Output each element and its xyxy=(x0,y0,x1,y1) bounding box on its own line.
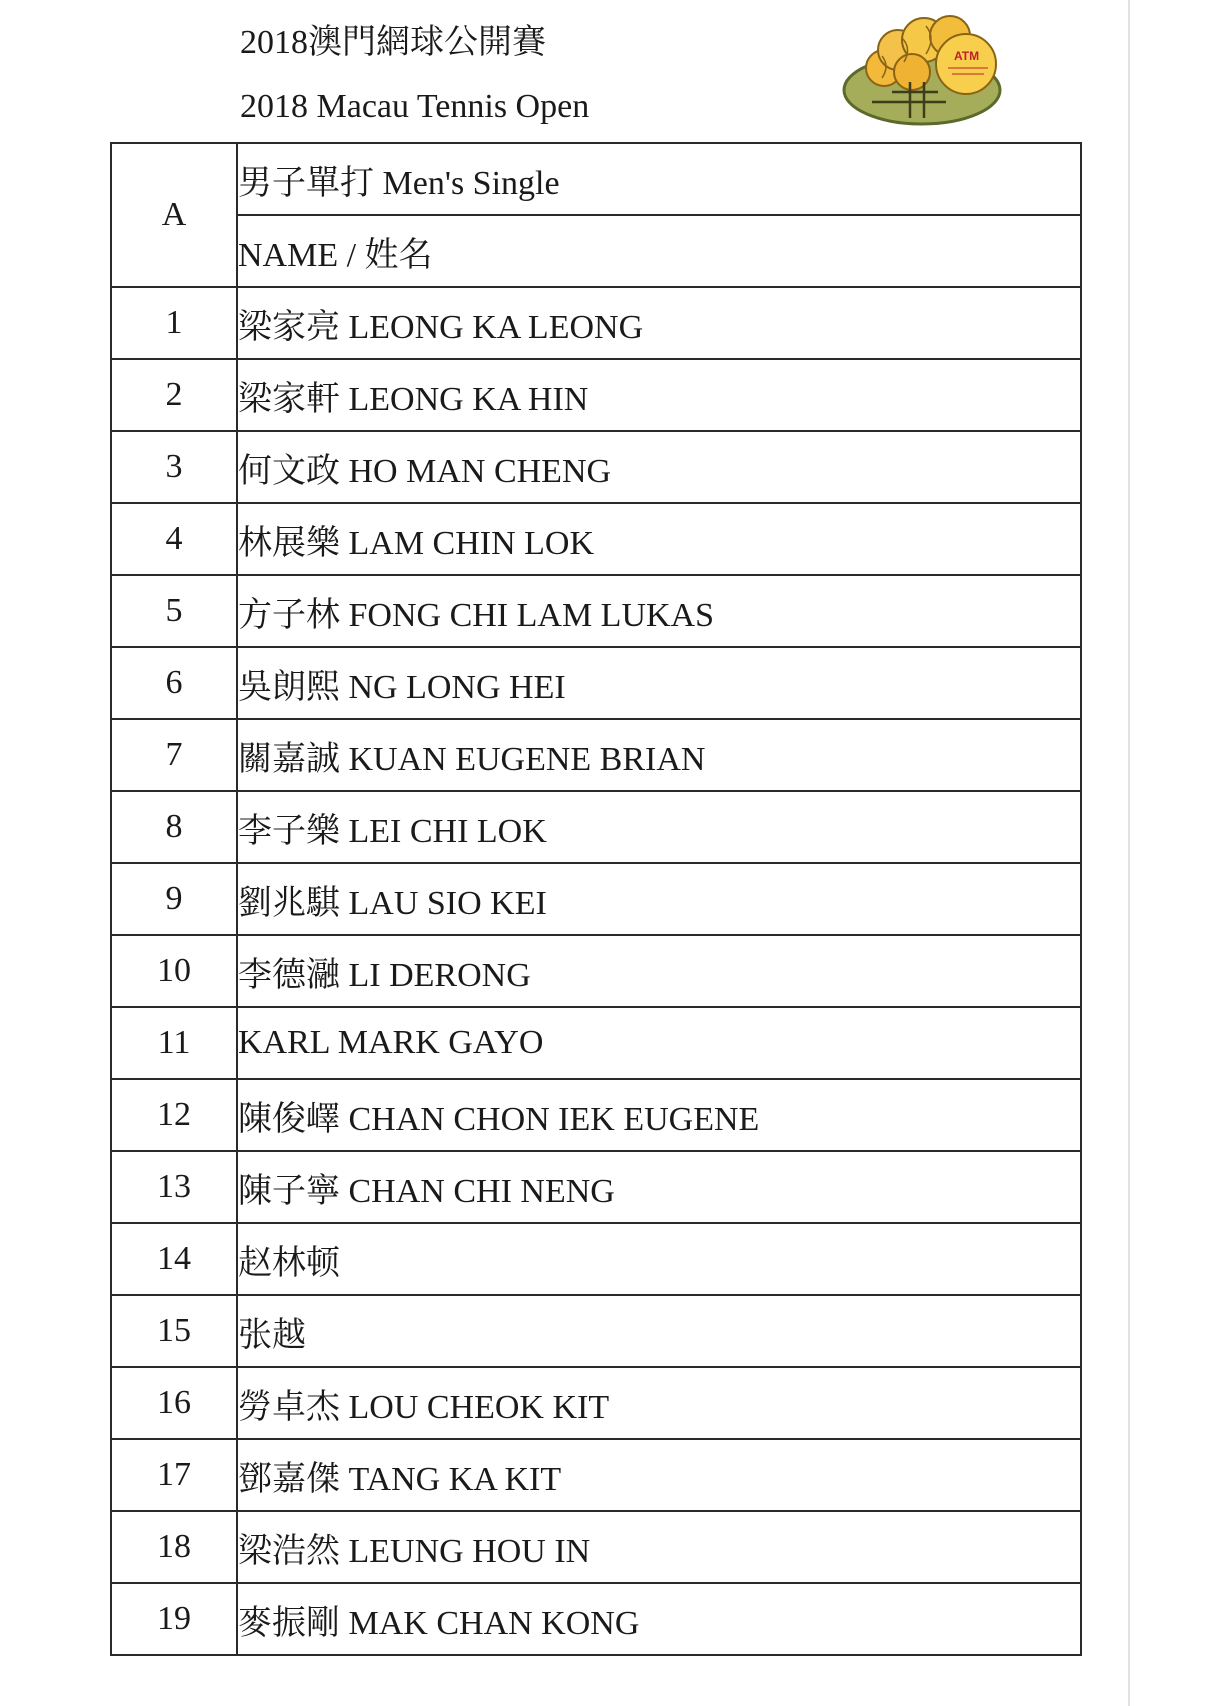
row-number: 3 xyxy=(111,431,237,503)
player-name: 何文政 HO MAN CHENG xyxy=(237,431,1081,503)
row-number: 11 xyxy=(111,1007,237,1079)
table-row xyxy=(111,359,1081,431)
table-row xyxy=(111,503,1081,575)
table-row xyxy=(111,431,1081,503)
row-number: 1 xyxy=(111,287,237,359)
player-name: 方子林 FONG CHI LAM LUKAS xyxy=(237,575,1081,647)
table-row xyxy=(111,1367,1081,1439)
player-name: 梁浩然 LEUNG HOU IN xyxy=(237,1511,1081,1583)
table-row xyxy=(111,719,1081,791)
player-name: 梁家亮 LEONG KA LEONG xyxy=(237,287,1081,359)
table-row xyxy=(111,575,1081,647)
row-number: 10 xyxy=(111,935,237,1007)
table-row xyxy=(111,791,1081,863)
row-number: 18 xyxy=(111,1511,237,1583)
entry-table xyxy=(110,142,1082,1656)
player-name: 關嘉誠 KUAN EUGENE BRIAN xyxy=(237,719,1081,791)
row-number: 8 xyxy=(111,791,237,863)
table-row xyxy=(111,863,1081,935)
player-name: 李德瀜 LI DERONG xyxy=(237,935,1081,1007)
event-title: 男子單打 Men's Single xyxy=(237,143,1081,215)
player-name: 鄧嘉傑 TANG KA KIT xyxy=(237,1439,1081,1511)
player-name: 陳子寧 CHAN CHI NENG xyxy=(237,1151,1081,1223)
row-number: 14 xyxy=(111,1223,237,1295)
page-edge-line xyxy=(1128,0,1130,1706)
title-chinese: 2018澳門網球公開賽 xyxy=(240,24,546,61)
player-name: 麥振剛 MAK CHAN KONG xyxy=(237,1583,1081,1655)
table-row xyxy=(111,647,1081,719)
logo-text: ATM xyxy=(954,49,980,63)
player-name: KARL MARK GAYO xyxy=(237,1007,1081,1079)
row-number: 6 xyxy=(111,647,237,719)
player-name: 吳朗熙 NG LONG HEI xyxy=(237,647,1081,719)
table-row xyxy=(111,1295,1081,1367)
table-header-row-name xyxy=(111,215,1081,287)
tennis-balls-logo xyxy=(842,10,1010,128)
row-number: 2 xyxy=(111,359,237,431)
row-number: 12 xyxy=(111,1079,237,1151)
row-number: 4 xyxy=(111,503,237,575)
row-number: 5 xyxy=(111,575,237,647)
player-name: 陳俊嶧 CHAN CHON IEK EUGENE xyxy=(237,1079,1081,1151)
row-number: 17 xyxy=(111,1439,237,1511)
table-row xyxy=(111,1151,1081,1223)
player-name: 劉兆騏 LAU SIO KEI xyxy=(237,863,1081,935)
table-row xyxy=(111,1079,1081,1151)
row-number: 13 xyxy=(111,1151,237,1223)
player-name: 赵林顿 xyxy=(237,1223,1081,1295)
table-row xyxy=(111,1223,1081,1295)
player-name: 勞卓杰 LOU CHEOK KIT xyxy=(237,1367,1081,1439)
title-english: 2018 Macau Tennis Open xyxy=(240,88,590,125)
table-row xyxy=(111,287,1081,359)
name-column-header: NAME / 姓名 xyxy=(237,215,1081,287)
player-name: 林展樂 LAM CHIN LOK xyxy=(237,503,1081,575)
table-row xyxy=(111,1511,1081,1583)
row-number: 9 xyxy=(111,863,237,935)
player-name: 李子樂 LEI CHI LOK xyxy=(237,791,1081,863)
row-number: 15 xyxy=(111,1295,237,1367)
row-number: 19 xyxy=(111,1583,237,1655)
table-row xyxy=(111,1439,1081,1511)
table-row xyxy=(111,1583,1081,1655)
player-name: 张越 xyxy=(237,1295,1081,1367)
category-cell: A xyxy=(111,143,237,287)
table-header-row-event xyxy=(111,143,1081,215)
table-row xyxy=(111,935,1081,1007)
row-number: 16 xyxy=(111,1367,237,1439)
table-row xyxy=(111,1007,1081,1079)
row-number: 7 xyxy=(111,719,237,791)
player-name: 梁家軒 LEONG KA HIN xyxy=(237,359,1081,431)
